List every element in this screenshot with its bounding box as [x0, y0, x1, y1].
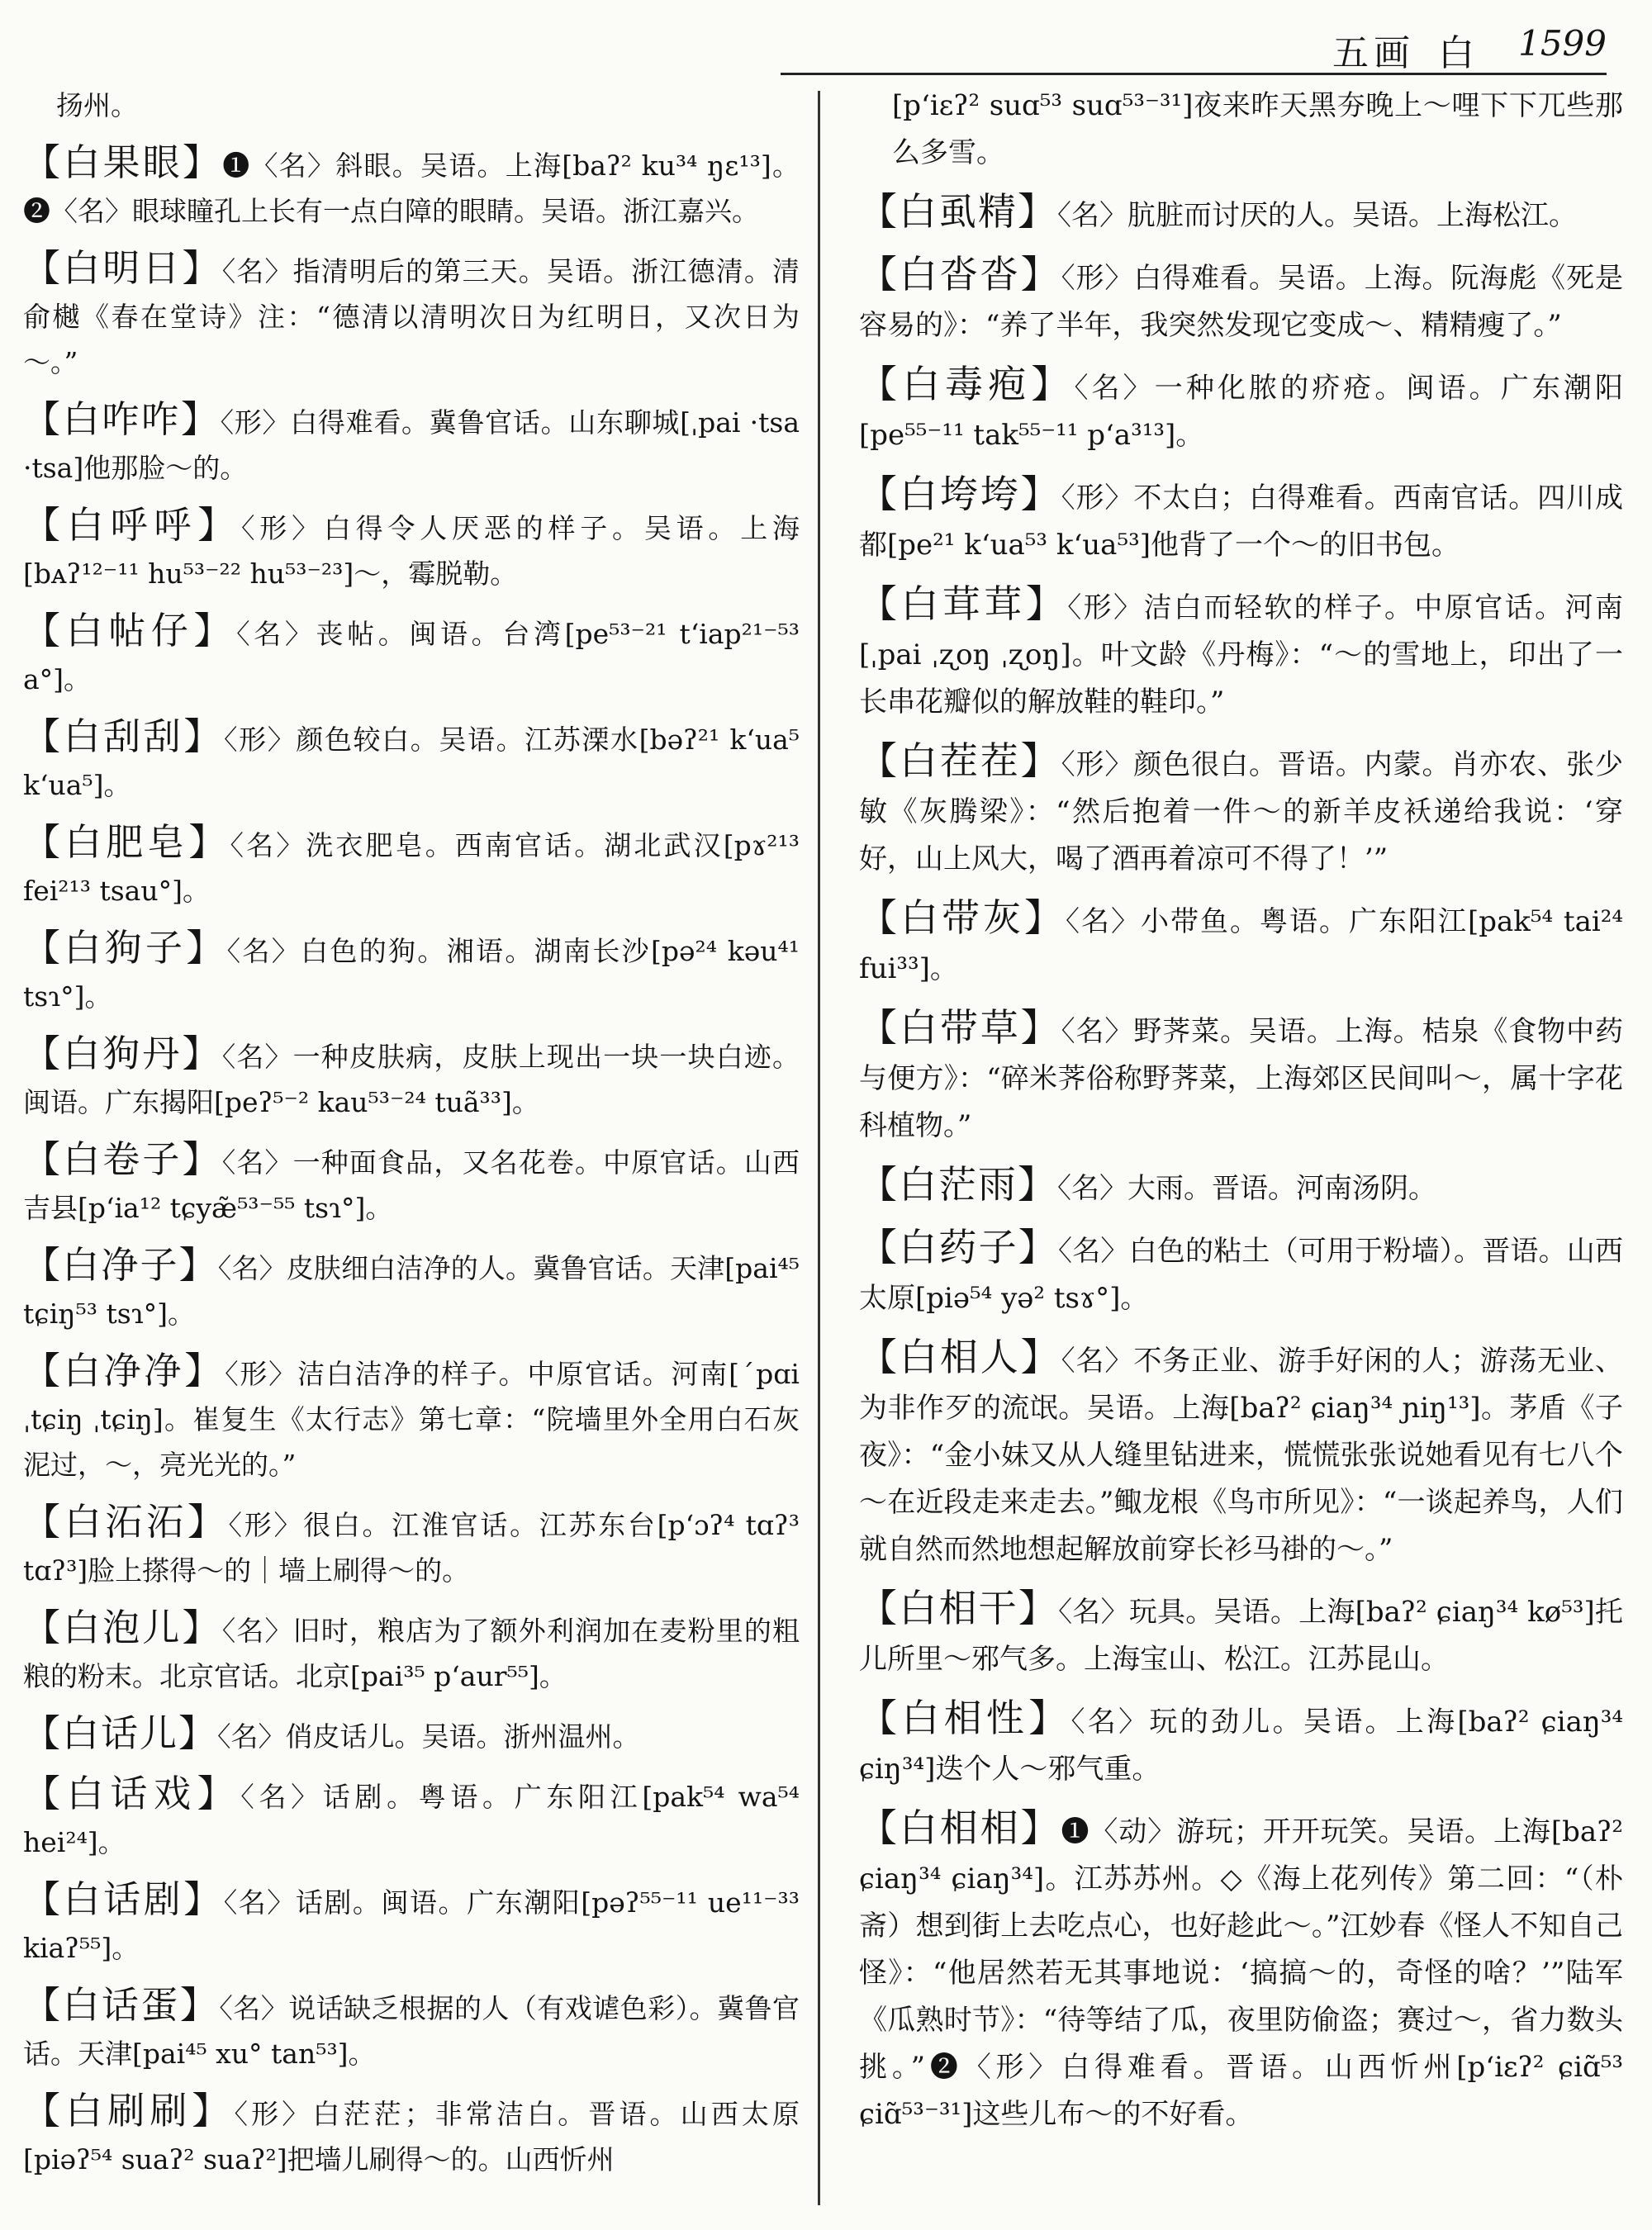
dictionary-entry [23, 1710, 800, 1759]
section-label: 五画 [1332, 32, 1415, 74]
entry-definition: [pʻiɛʔ² suɑ⁵³ suɑ⁵³⁻³¹]夜来昨天黑夯晚上～哩下下兀些那么多雪。 [892, 89, 1623, 169]
entry-definition: 〈形〉很白。江淮官话。江苏东台[pʻɔʔ⁴ tɑʔ³ tɑʔ³]脸上搽得～的｜墙上刷得～的。 [23, 1509, 800, 1587]
entry-headword: 【白药子】 [859, 1225, 1058, 1269]
dictionary-entry [859, 1585, 1623, 1683]
column-divider [818, 91, 820, 2205]
entry-headword: 【白咋咋】 [23, 397, 221, 441]
dictionary-entry [23, 1136, 800, 1231]
dictionary-entry [859, 1004, 1623, 1150]
entry-definition: 〈名〉指清明后的第三天。吴语。浙江德清。清俞樾《春在堂诗》注：“德清以清明次日为红明日，又次日为～。” [23, 255, 800, 378]
entry-continuation [23, 83, 800, 128]
entry-headword: 【白话儿】 [23, 1711, 218, 1755]
entry-definition: 〈名〉一种皮肤病，皮肤上现出一块一块白迹。闽语。广东揭阳[peʔ⁵⁻² kau⁵³⁻²⁴ tuã³³]。 [23, 1041, 800, 1118]
entry-definition: 〈名〉丧帖。闽语。台湾[pe⁵³⁻²¹ tʻiap²¹⁻⁵³ a°]。 [23, 618, 800, 695]
entry-headword: 【白话剧】 [23, 1877, 224, 1921]
dictionary-entry [23, 1771, 800, 1865]
entry-headword: 【白泡儿】 [23, 1606, 222, 1649]
entry-definition: 〈名〉野荠菜。吴语。上海。桔泉《食物中药与便方》：“碎米荠俗称野荠菜，上海郊区民间叫～，属十字花科植物。” [859, 1015, 1624, 1142]
entry-definition: 〈名〉一种化脓的疥疮。闽语。广东潮阳[pe⁵⁵⁻¹¹ tak⁵⁵⁻¹¹ pʻa³¹³]。 [859, 372, 1624, 452]
dictionary-entry [23, 819, 800, 913]
entry-definition: 〈名〉旧时，粮店为了额外利润加在麦粉里的粗粮的粉末。北京官话。北京[pai³⁵ pʻaur⁵⁵]。 [23, 1615, 800, 1692]
entry-headword: 【白狗丹】 [23, 1032, 222, 1075]
head-character: 白 [1438, 32, 1474, 74]
entry-definition: 〈名〉不务正业、游手好闲的人；游荡无业、为非作歹的流氓。吴语。上海[baʔ² ɕiaŋ³⁴ ɲiŋ¹³]。茅盾《子夜》：“金小妹又从人缝里钻进来，慌慌张张说她看见有七八个～在近段走来走去。”鲰龙根《鸟市所见》：“一谈起养鸟，人们就自然而然地想起解放前穿长衫马褂的～。” [859, 1345, 1624, 1566]
page-number: 1599 [1518, 23, 1607, 64]
entry-headword: 【白沓沓】 [859, 252, 1061, 297]
dictionary-entry [23, 1605, 800, 1699]
entry-definition: 〈名〉皮肤细白洁净的人。冀鲁官话。天津[pai⁴⁵ tɕiŋ⁵³ tsɿ°]。 [23, 1252, 800, 1330]
dictionary-entry [859, 738, 1623, 883]
dictionary-entry [23, 140, 800, 234]
entry-headword: 【白卷子】 [23, 1137, 222, 1181]
entry-definition: 〈名〉说话缺乏根据的人（有戏谑色彩）。冀鲁官话。天津[pai⁴⁵ xu° tan⁵³]。 [23, 1992, 800, 2070]
entry-definition: 〈名〉肮脏而讨厌的人。吴语。上海松江。 [1057, 199, 1577, 232]
entry-definition: ❶〈名〉斜眼。吴语。上海[baʔ² ku³⁴ ŋɛ¹³]。❷〈名〉眼球瞳孔上长有一点白障的眼睛。吴语。浙江嘉兴。 [23, 149, 800, 227]
entry-definition: 〈形〉不太白；白得难看。西南官话。四川成都[pe²¹ kʻua⁵³ kʻua⁵³]他背了一个～的旧书包。 [859, 482, 1624, 562]
dictionary-entry [23, 1031, 800, 1125]
dictionary-entry [859, 188, 1623, 240]
dictionary-entry [23, 1348, 800, 1487]
entry-definition: 〈名〉一种面食品，又名花卷。中原官话。山西吉县[pʻia¹² tɕyæ̃⁵³⁻⁵⁵ tsɿ°]。 [23, 1146, 800, 1224]
dictionary-entry [23, 1982, 800, 2076]
dictionary-entry [859, 1334, 1623, 1573]
entry-headword: 【白茬茬】 [859, 738, 1061, 783]
entry-definition: 〈形〉洁白而轻软的样子。中原官话。河南[ˌpai ˌʐoŋ ˌʐoŋ]。叶文龄《丹梅》：“～的雪地上，印出了一长串花瓣似的解放鞋的鞋印。” [859, 591, 1624, 719]
dictionary-entry [23, 245, 800, 385]
entry-headword: 【白带草】 [859, 1005, 1061, 1050]
entry-definition: 〈形〉白得难看。冀鲁官话。山东聊城[ˌpai ·tsa ·tsa]他那脸～的。 [23, 406, 800, 484]
entry-definition: 〈名〉玩的劲儿。吴语。上海[baʔ² ɕiaŋ³⁴ ɕiŋ³⁴]迭个人～邪气重。 [859, 1706, 1623, 1786]
entry-headword: 【白肥皂】 [23, 820, 230, 864]
dictionary-entry [859, 251, 1623, 349]
dictionary-entry [23, 502, 800, 596]
left-column [23, 83, 800, 2194]
entry-definition: 扬州。 [56, 89, 138, 121]
dictionary-entry [23, 925, 800, 1019]
entry-headword: 【白相性】 [859, 1696, 1071, 1740]
dictionary-entry [859, 1161, 1623, 1212]
entry-headword: 【白净子】 [23, 1243, 218, 1287]
dictionary-entry [23, 608, 800, 702]
running-head [781, 15, 1607, 75]
entry-headword: 【白沰沰】 [23, 1500, 229, 1544]
dictionary-entry [859, 361, 1623, 459]
entry-definition: 〈名〉话剧。闽语。广东潮阳[pəʔ⁵⁵⁻¹¹ ue¹¹⁻³³ kiaʔ⁵⁵]。 [23, 1886, 800, 1964]
entry-definition: 〈形〉白得难看。吴语。上海。阮海彪《死是容易的》：“养了半年，我突然发现它变成～、精精瘦了。” [859, 262, 1624, 342]
entry-definition: 〈名〉白色的狗。湘语。湖南长沙[pə²⁴ kəu⁴¹ tsɿ°]。 [23, 935, 800, 1013]
entry-headword: 【白呼呼】 [23, 503, 241, 547]
entry-definition: 〈名〉大雨。晋语。河南汤阴。 [1057, 1172, 1436, 1205]
entry-definition: 〈形〉颜色很白。晋语。内蒙。肖亦农、张少敏《灰腾梁》：“然后抱着一件～的新羊皮袄递给我说：‘穿好，山上风大，喝了酒再着凉可不得了！’” [859, 748, 1624, 875]
dictionary-entry [859, 894, 1623, 993]
entry-headword: 【白带灰】 [859, 895, 1066, 940]
dictionary-entry [859, 1695, 1623, 1793]
dictionary-entry [859, 581, 1623, 726]
dictionary-entry [23, 1242, 800, 1336]
entry-headword: 【白茸茸】 [859, 581, 1068, 626]
entry-headword: 【白帖仔】 [23, 609, 237, 652]
dictionary-entry [859, 471, 1623, 569]
entry-headword: 【白刮刮】 [23, 714, 225, 758]
entry-definition: 〈形〉白茫茫；非常洁白。晋语。山西太原[piəʔ⁵⁴ suaʔ² suaʔ²]把墙儿刷得～的。山西忻州 [23, 2098, 800, 2175]
dictionary-entry [23, 2088, 800, 2182]
entry-definition: 〈名〉洗衣肥皂。西南官话。湖北武汉[pɤ²¹³ fei²¹³ tsau°]。 [23, 829, 800, 907]
dictionary-entry [23, 1499, 800, 1593]
entry-headword: 【白刷刷】 [23, 2089, 235, 2133]
entry-headword: 【白毒疱】 [859, 362, 1075, 406]
entry-definition: 〈名〉小带鱼。粤语。广东阳江[pak⁵⁴ tai²⁴ fui³³]。 [859, 905, 1624, 985]
entry-headword: 【白狗子】 [23, 926, 227, 970]
dictionary-entry [23, 396, 800, 491]
entry-headword: 【白虱精】 [859, 189, 1057, 234]
entry-headword: 【白果眼】 [23, 140, 223, 184]
dictionary-entry [859, 1224, 1623, 1322]
entry-headword: 【白净净】 [23, 1349, 225, 1393]
dictionary-entry [23, 1877, 800, 1971]
entry-definition: 〈名〉话剧。粤语。广东阳江[pak⁵⁴ wa⁵⁴ hei²⁴]。 [23, 1781, 800, 1858]
right-column [859, 83, 1623, 2150]
entry-headword: 【白话蛋】 [23, 1983, 220, 2027]
entry-definition: ❶〈动〉游玩；开开玩笑。吴语。上海[baʔ² ɕiaŋ³⁴ ɕiaŋ³⁴]。江苏苏州。◇《海上花列传》第二回：“（朴斋）想到街上去吃点心，也好趁此～。”江妙春《怪人不知自己怪》：“他居然若无其事地说：‘搞搞～的，奇怪的啥？’”陆军《瓜熟时节》：“待等结了瓜，夜里防偷盗；赛过～，省力数头挑。”❷〈形〉白得难看。晋语。山西忻州[pʻiɛʔ² ɕiɑ̃⁵³ ɕiɑ̃⁵³⁻³¹]这些儿布～的不好看。 [859, 1815, 1623, 2131]
entry-headword: 【白垮垮】 [859, 472, 1061, 516]
entry-headword: 【白明日】 [23, 246, 222, 290]
dictionary-entry [859, 1805, 1623, 2138]
entry-continuation [859, 83, 1623, 177]
entry-definition: 〈形〉白得令人厌恶的样子。吴语。上海[bᴀʔ¹²⁻¹¹ hu⁵³⁻²² hu⁵³⁻²³]～，霉脱勒。 [23, 512, 800, 590]
dictionary-entry [23, 714, 800, 808]
entry-headword: 【白相干】 [859, 1586, 1059, 1630]
entry-definition: 〈名〉玩具。吴语。上海[baʔ² ɕiaŋ³⁴ kø⁵³]托儿所里～邪气多。上海宝山、松江。江苏昆山。 [859, 1596, 1624, 1676]
entry-definition: 〈名〉白色的粘土（可用于粉墙）。晋语。山西太原[piə⁵⁴ yə² tsɤ°]。 [859, 1235, 1623, 1315]
entry-headword: 【白话戏】 [23, 1772, 241, 1815]
entry-definition: 〈形〉颜色较白。吴语。江苏溧水[bəʔ²¹ kʻua⁵ kʻua⁵]。 [23, 724, 800, 801]
entry-headword: 【白相人】 [859, 1335, 1061, 1379]
entry-headword: 【白相相】 [859, 1805, 1061, 1850]
entry-headword: 【白茫雨】 [859, 1162, 1057, 1207]
entry-definition: 〈形〉洁白洁净的样子。中原官话。河南[ˊpɑi ˌtɕiŋ ˌtɕiŋ]。崔复生《太行志》第七章：“院墙里外全用白石灰泥过，～，亮光光的。” [23, 1358, 800, 1481]
entry-definition: 〈名〉俏皮话儿。吴语。浙州温州。 [217, 1720, 640, 1753]
